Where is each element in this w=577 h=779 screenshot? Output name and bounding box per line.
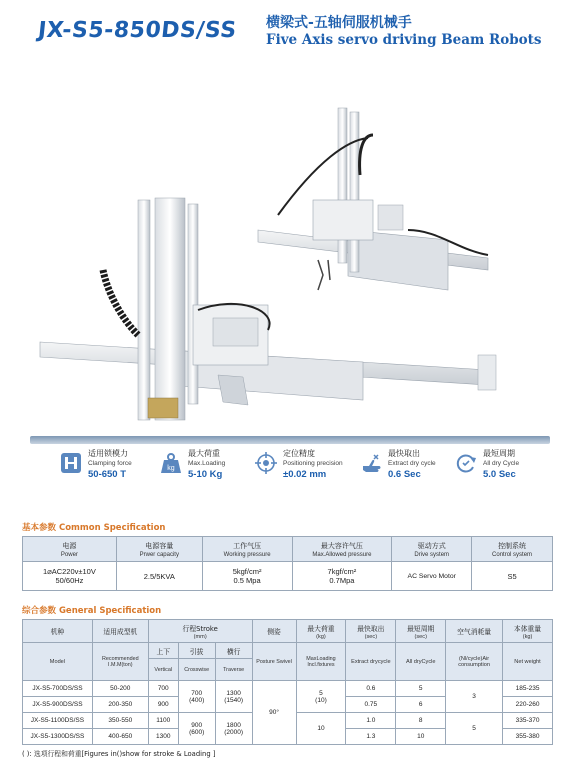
- header-model-en: Model: [23, 643, 93, 681]
- header-model-cn: 机种: [23, 620, 93, 643]
- header-control-system: 控制系统 Control system: [472, 537, 553, 562]
- header-traverse-en: Traverse: [215, 659, 252, 681]
- cell-cycle: 10: [396, 729, 446, 745]
- title-english: Five Axis servo driving Beam Robots: [266, 32, 542, 48]
- header-traverse-cn: 横行: [215, 643, 252, 659]
- cycle-icon: [455, 452, 477, 474]
- feature-value: 5-10 Kg: [188, 469, 223, 480]
- table-row: [23, 681, 553, 697]
- feature-value: 5.0 Sec: [483, 469, 516, 480]
- cell-crosswise-b: 900 (600): [178, 713, 215, 745]
- general-header-row-2: [23, 643, 553, 659]
- header-capacity: 电源容量 Prwer capacity: [116, 537, 202, 562]
- header-crosswise-en: Crosswise: [178, 659, 215, 681]
- header-extract-cn: 最快取出 (sec): [346, 620, 396, 643]
- header-posture-cn: 侧姿: [252, 620, 296, 643]
- common-spec-title: 基本参数 Common Specification: [22, 523, 166, 533]
- cell-extract: 1.3: [346, 729, 396, 745]
- feature-label-cn: 最快取出: [388, 449, 420, 458]
- footnote: ( ): 选项行程和荷重[Figures in()show for stroke & Loading ]: [22, 750, 216, 758]
- header-extract-en: Extract drycycle: [346, 643, 396, 681]
- cell-extract: 0.6: [346, 681, 396, 697]
- header-max-pressure: 最大容许气压 Max.Allowed pressure: [292, 537, 392, 562]
- cell-model: JX-S5-1100DS/SS: [23, 713, 93, 729]
- feature-label-en: Max.Loading: [188, 460, 226, 467]
- cell-control-system: S5: [472, 562, 553, 591]
- cell-air-a: 3: [446, 681, 503, 713]
- feature-label-en: All dry Cycle: [483, 460, 520, 467]
- feature-label-cn: 适用锁模力: [88, 449, 128, 458]
- cell-extract: 0.75: [346, 697, 396, 713]
- cell-model: JX-S5-900DS/SS: [23, 697, 93, 713]
- common-value-row: [23, 562, 553, 591]
- cell-imm: 350-550: [92, 713, 148, 729]
- feature-value: 50-650 T: [88, 469, 127, 480]
- cell-working-pressure: 5kgf/cm² 0.5 Mpa: [202, 562, 292, 591]
- header-stroke: 行程Stroke (mm): [148, 620, 252, 643]
- header-posture-en: Posture Swivel: [252, 643, 296, 681]
- cell-load-a: 5 (10): [296, 681, 346, 713]
- header-power: 电源 Power: [23, 537, 117, 562]
- header-cycle-en: All dryCycle: [396, 643, 446, 681]
- hand-icon: [360, 452, 382, 474]
- cell-traverse-b: 1800 (2000): [215, 713, 252, 745]
- cell-posture: 90°: [252, 681, 296, 745]
- cell-vertical: 1300: [148, 729, 178, 745]
- general-header-row-1: [23, 620, 553, 643]
- cell-air-b: 5: [446, 713, 503, 745]
- feature-value: ±0.02 mm: [283, 469, 327, 480]
- cell-weight: 335-370: [503, 713, 553, 729]
- weight-icon: [160, 452, 182, 474]
- feature-label-cn: 定位精度: [283, 449, 315, 458]
- model-title: JX-S5-850DS/SS: [36, 18, 238, 43]
- cell-cycle: 5: [396, 681, 446, 697]
- cell-model: JX-S5-1300DS/SS: [23, 729, 93, 745]
- cell-load-b: 10: [296, 713, 346, 745]
- cell-drive-system: AC Servo Motor: [392, 562, 472, 591]
- header-working-pressure: 工作气压 Working pressure: [202, 537, 292, 562]
- cell-max-pressure: 7kgf/cm² 0.7Mpa: [292, 562, 392, 591]
- target-icon: [255, 452, 277, 474]
- clamp-icon: [60, 452, 82, 474]
- general-spec-table: [22, 619, 553, 745]
- feature-value: 0.6 Sec: [388, 469, 421, 480]
- cell-imm: 400-650: [92, 729, 148, 745]
- title-chinese: 横梁式-五轴伺服机械手: [266, 15, 412, 31]
- header-load-cn: 最大荷重 (kg): [296, 620, 346, 643]
- header-vertical-cn: 上下: [148, 643, 178, 659]
- cell-power: 1⌀AC220v±10V 50/60Hz: [23, 562, 117, 591]
- feature-strip: [30, 436, 550, 506]
- cell-traverse-a: 1300 (1540): [215, 681, 252, 713]
- feature-label-en: Clamping force: [88, 460, 132, 467]
- header-recommended-cn: 适用成型机: [92, 620, 148, 643]
- header-crosswise-cn: 引拔: [178, 643, 215, 659]
- cell-extract: 1.0: [346, 713, 396, 729]
- feature-label-cn: 最短周期: [483, 449, 515, 458]
- cell-imm: 50-200: [92, 681, 148, 697]
- common-spec-table: [22, 536, 553, 591]
- header-drive-system: 驱动方式 Drive system: [392, 537, 472, 562]
- cell-weight: 185-235: [503, 681, 553, 697]
- cell-cycle: 6: [396, 697, 446, 713]
- general-spec-title: 综合参数 General Specification: [22, 606, 162, 616]
- cell-crosswise-a: 700 (400): [178, 681, 215, 713]
- header-air-en: (Nl/cycle)Air consumption: [446, 643, 503, 681]
- back-robot: [258, 108, 488, 290]
- robot-illustration: [18, 80, 563, 435]
- cell-imm: 200-350: [92, 697, 148, 713]
- feature-band: [30, 436, 550, 444]
- feature-label-en: Extract dry cycle: [388, 460, 436, 467]
- header-weight-cn: 本体重量 (kg): [503, 620, 553, 643]
- svg-text:kg: kg: [167, 465, 175, 472]
- cell-weight: 355-380: [503, 729, 553, 745]
- header-weight-en: Net weight: [503, 643, 553, 681]
- feature-label-cn: 最大荷重: [188, 449, 220, 458]
- header-vertical-en: Vertical: [148, 659, 178, 681]
- cell-vertical: 900: [148, 697, 178, 713]
- cell-vertical: 700: [148, 681, 178, 697]
- feature-label-en: Positioning precision: [283, 460, 343, 467]
- header: [0, 0, 577, 62]
- robot-image: [18, 80, 563, 435]
- header-load-en: MaxLoading Incl.fixtures: [296, 643, 346, 681]
- cell-model: JX-S5-700DS/SS: [23, 681, 93, 697]
- header-recommended-en: Recommended I.M.M(ton): [92, 643, 148, 681]
- common-header-row: [23, 537, 553, 562]
- header-cycle-cn: 最短周期 (sec): [396, 620, 446, 643]
- cell-capacity: 2.5/5KVA: [116, 562, 202, 591]
- cell-vertical: 1100: [148, 713, 178, 729]
- cell-cycle: 8: [396, 713, 446, 729]
- header-air-cn: 空气消耗量: [446, 620, 503, 643]
- cell-weight: 220-260: [503, 697, 553, 713]
